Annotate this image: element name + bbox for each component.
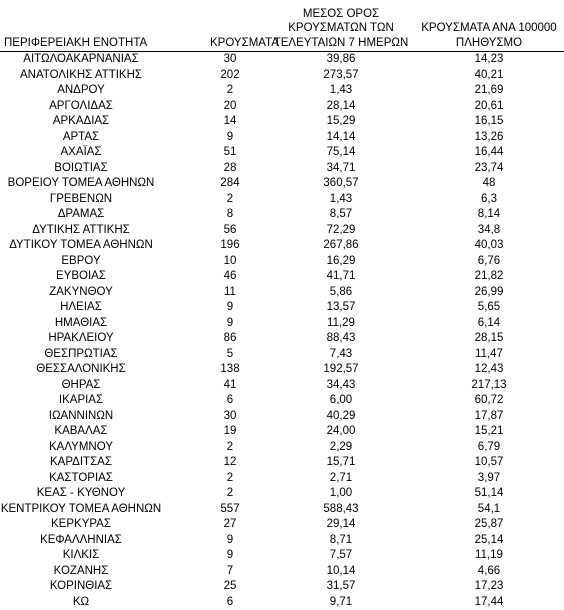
- per-100k-cell: 3,97: [414, 471, 564, 487]
- per-100k-cell: 25,87: [414, 517, 564, 533]
- avg-7d-cell: 2,71: [268, 471, 414, 487]
- table-row: [0, 52, 564, 68]
- table-row: [0, 68, 564, 84]
- per-100k-cell: 23,74: [414, 161, 564, 177]
- table-row: [0, 378, 564, 394]
- avg-7d-cell: 9,71: [268, 595, 414, 610]
- per-100k-cell: 54,1: [414, 502, 564, 518]
- table-row: [0, 238, 564, 254]
- avg-7d-cell: 15,71: [268, 455, 414, 471]
- cases-cell: 30: [162, 52, 268, 68]
- cases-cell: 51: [162, 145, 268, 161]
- region-cell: ΑΝΔΡΟΥ: [0, 83, 162, 99]
- table-row: [0, 176, 564, 192]
- avg-7d-cell: 14,14: [268, 130, 414, 146]
- table-row: [0, 192, 564, 208]
- avg-7d-cell: 1,00: [268, 486, 414, 502]
- region-cell: ΚΑΡΔΙΤΣΑΣ: [0, 455, 162, 471]
- region-cell: ΚΕΦΑΛΛΗΝΙΑΣ: [0, 533, 162, 549]
- cases-cell: 14: [162, 114, 268, 130]
- per-100k-cell: 6,14: [414, 316, 564, 332]
- avg-7d-cell: 29,14: [268, 517, 414, 533]
- header-per-100k: [414, 1, 564, 52]
- cases-cell: 7: [162, 564, 268, 580]
- avg-7d-cell: 192,57: [268, 362, 414, 378]
- cases-cell: 9: [162, 533, 268, 549]
- per-100k-cell: 28,15: [414, 331, 564, 347]
- table-row: [0, 564, 564, 580]
- cases-cell: 2: [162, 192, 268, 208]
- header-avg-7d-line: ΤΕΛΕΥΤΑΙΩΝ 7 ΗΜΕΡΩΝ: [268, 36, 414, 51]
- table-row: [0, 145, 564, 161]
- per-100k-cell: 10,57: [414, 455, 564, 471]
- region-cell: ΚΕΑΣ - ΚΥΘΝΟΥ: [0, 486, 162, 502]
- table-row: [0, 347, 564, 363]
- cases-cell: 11: [162, 285, 268, 301]
- region-cell: ΑΝΑΤΟΛΙΚΗΣ ΑΤΤΙΚΗΣ: [0, 68, 162, 84]
- cases-cell: 2: [162, 471, 268, 487]
- per-100k-cell: 26,99: [414, 285, 564, 301]
- per-100k-cell: 40,21: [414, 68, 564, 84]
- per-100k-cell: 217,13: [414, 378, 564, 394]
- region-cell: ΑΧΑΪΑΣ: [0, 145, 162, 161]
- cases-table: [0, 1, 564, 610]
- avg-7d-cell: 1,43: [268, 83, 414, 99]
- per-100k-cell: 11,47: [414, 347, 564, 363]
- region-cell: ΚΟΡΙΝΘΙΑΣ: [0, 579, 162, 595]
- region-cell: ΑΡΚΑΔΙΑΣ: [0, 114, 162, 130]
- avg-7d-cell: 34,43: [268, 378, 414, 394]
- per-100k-cell: 6,79: [414, 440, 564, 456]
- avg-7d-cell: 360,57: [268, 176, 414, 192]
- per-100k-cell: 13,26: [414, 130, 564, 146]
- avg-7d-cell: 28,14: [268, 99, 414, 115]
- table-row: [0, 269, 564, 285]
- region-cell: ΒΟΙΩΤΙΑΣ: [0, 161, 162, 177]
- avg-7d-cell: 588,43: [268, 502, 414, 518]
- per-100k-cell: 4,66: [414, 564, 564, 580]
- per-100k-cell: 21,69: [414, 83, 564, 99]
- avg-7d-cell: 75,14: [268, 145, 414, 161]
- per-100k-cell: 21,82: [414, 269, 564, 285]
- avg-7d-cell: 5,86: [268, 285, 414, 301]
- table-row: [0, 517, 564, 533]
- header-cases: [162, 1, 268, 52]
- per-100k-cell: 5,65: [414, 300, 564, 316]
- region-cell: ΗΛΕΙΑΣ: [0, 300, 162, 316]
- cases-cell: 28: [162, 161, 268, 177]
- per-100k-cell: 60,72: [414, 393, 564, 409]
- region-cell: ΚΑΣΤΟΡΙΑΣ: [0, 471, 162, 487]
- avg-7d-cell: 2,29: [268, 440, 414, 456]
- table-row: [0, 207, 564, 223]
- avg-7d-cell: 7,57: [268, 548, 414, 564]
- cases-cell: 2: [162, 83, 268, 99]
- cases-cell: 9: [162, 316, 268, 332]
- region-cell: ΑΡΓΟΛΙΔΑΣ: [0, 99, 162, 115]
- region-cell: ΗΡΑΚΛΕΙΟΥ: [0, 331, 162, 347]
- region-cell: ΚΑΛΥΜΝΟΥ: [0, 440, 162, 456]
- cases-cell: 56: [162, 223, 268, 239]
- region-cell: ΚΕΡΚΥΡΑΣ: [0, 517, 162, 533]
- region-cell: ΘΕΣΣΑΛΟΝΙΚΗΣ: [0, 362, 162, 378]
- avg-7d-cell: 72,29: [268, 223, 414, 239]
- per-100k-cell: 6,76: [414, 254, 564, 270]
- header-cases-label: ΚΡΟΥΣΜΑΤΑ: [210, 37, 279, 49]
- table-row: [0, 424, 564, 440]
- cases-cell: 46: [162, 269, 268, 285]
- cases-cell: 27: [162, 517, 268, 533]
- table-row: [0, 393, 564, 409]
- cases-cell: 86: [162, 331, 268, 347]
- cases-cell: 9: [162, 548, 268, 564]
- per-100k-cell: 48: [414, 176, 564, 192]
- cases-cell: 6: [162, 595, 268, 610]
- cases-cell: 2: [162, 486, 268, 502]
- table-row: [0, 300, 564, 316]
- region-cell: ΚΩ: [0, 595, 162, 610]
- per-100k-cell: 51,14: [414, 486, 564, 502]
- header-region-label: ΠΕΡΙΦΕΡΕΙΑΚΗ ΕΝΟΤΗΤΑ: [4, 37, 147, 49]
- avg-7d-cell: 1,43: [268, 192, 414, 208]
- table-row: [0, 83, 564, 99]
- table-row: [0, 130, 564, 146]
- avg-7d-cell: 34,71: [268, 161, 414, 177]
- avg-7d-cell: 31,57: [268, 579, 414, 595]
- cases-cell: 196: [162, 238, 268, 254]
- avg-7d-cell: 15,29: [268, 114, 414, 130]
- table-row: [0, 114, 564, 130]
- region-cell: ΚΕΝΤΡΙΚΟΥ ΤΟΜΕΑ ΑΘΗΝΩΝ: [0, 502, 162, 518]
- avg-7d-cell: 11,29: [268, 316, 414, 332]
- region-cell: ΙΚΑΡΙΑΣ: [0, 393, 162, 409]
- cases-cell: 284: [162, 176, 268, 192]
- per-100k-cell: 34,8: [414, 223, 564, 239]
- table-row: [0, 502, 564, 518]
- region-cell: ΔΥΤΙΚΟΥ ΤΟΜΕΑ ΑΘΗΝΩΝ: [0, 238, 162, 254]
- avg-7d-cell: 10,14: [268, 564, 414, 580]
- header-per-100k-line: ΚΡΟΥΣΜΑΤΑ ΑΝΑ 100000: [414, 21, 564, 36]
- avg-7d-cell: 41,71: [268, 269, 414, 285]
- per-100k-cell: 40,03: [414, 238, 564, 254]
- per-100k-cell: 17,87: [414, 409, 564, 425]
- avg-7d-cell: 40,29: [268, 409, 414, 425]
- cases-cell: 9: [162, 300, 268, 316]
- region-cell: ΚΑΒΑΛΑΣ: [0, 424, 162, 440]
- avg-7d-cell: 24,00: [268, 424, 414, 440]
- header-avg-7d-line: ΜΕΣΟΣ ΟΡΟΣ: [268, 7, 414, 22]
- per-100k-cell: 12,43: [414, 362, 564, 378]
- region-cell: ΖΑΚΥΝΘΟΥ: [0, 285, 162, 301]
- table-row: [0, 409, 564, 425]
- per-100k-cell: 15,21: [414, 424, 564, 440]
- table-row: [0, 285, 564, 301]
- cases-cell: 19: [162, 424, 268, 440]
- header-region: [0, 1, 162, 52]
- table-row: [0, 254, 564, 270]
- avg-7d-cell: 7,43: [268, 347, 414, 363]
- per-100k-cell: 17,23: [414, 579, 564, 595]
- table-row: [0, 471, 564, 487]
- region-cell: ΓΡΕΒΕΝΩΝ: [0, 192, 162, 208]
- avg-7d-cell: 88,43: [268, 331, 414, 347]
- avg-7d-cell: 8,57: [268, 207, 414, 223]
- region-cell: ΔΥΤΙΚΗΣ ΑΤΤΙΚΗΣ: [0, 223, 162, 239]
- header-per-100k-line: ΠΛΗΘΥΣΜΟ: [414, 36, 564, 51]
- table-row: [0, 99, 564, 115]
- per-100k-cell: 6,3: [414, 192, 564, 208]
- table-row: [0, 440, 564, 456]
- cases-cell: 2: [162, 440, 268, 456]
- table-row: [0, 548, 564, 564]
- cases-cell: 8: [162, 207, 268, 223]
- per-100k-cell: 25,14: [414, 533, 564, 549]
- per-100k-cell: 8,14: [414, 207, 564, 223]
- table-row: [0, 316, 564, 332]
- cases-cell: 202: [162, 68, 268, 84]
- region-cell: ΘΕΣΠΡΩΤΙΑΣ: [0, 347, 162, 363]
- cases-cell: 20: [162, 99, 268, 115]
- table-row: [0, 223, 564, 239]
- cases-cell: 138: [162, 362, 268, 378]
- avg-7d-cell: 273,57: [268, 68, 414, 84]
- table-row: [0, 533, 564, 549]
- cases-cell: 25: [162, 579, 268, 595]
- region-cell: ΗΜΑΘΙΑΣ: [0, 316, 162, 332]
- cases-cell: 6: [162, 393, 268, 409]
- avg-7d-cell: 6,00: [268, 393, 414, 409]
- table-row: [0, 455, 564, 471]
- region-cell: ΚΟΖΑΝΗΣ: [0, 564, 162, 580]
- region-cell: ΕΥΒΟΙΑΣ: [0, 269, 162, 285]
- avg-7d-cell: 8,71: [268, 533, 414, 549]
- per-100k-cell: 16,15: [414, 114, 564, 130]
- per-100k-cell: 17,44: [414, 595, 564, 610]
- cases-cell: 9: [162, 130, 268, 146]
- per-100k-cell: 11,19: [414, 548, 564, 564]
- table-row: [0, 331, 564, 347]
- table-row: [0, 362, 564, 378]
- table-row: [0, 579, 564, 595]
- avg-7d-cell: 39,86: [268, 52, 414, 68]
- per-100k-cell: 16,44: [414, 145, 564, 161]
- per-100k-cell: 20,61: [414, 99, 564, 115]
- cases-cell: 557: [162, 502, 268, 518]
- header-avg-7d-line: ΚΡΟΥΣΜΑΤΩΝ ΤΩΝ: [268, 21, 414, 36]
- table-row: [0, 486, 564, 502]
- region-cell: ΘΗΡΑΣ: [0, 378, 162, 394]
- table-row: [0, 161, 564, 177]
- header-avg-7d: [268, 1, 414, 52]
- cases-cell: 10: [162, 254, 268, 270]
- table-row: [0, 595, 564, 610]
- region-cell: ΙΩΑΝΝΙΝΩΝ: [0, 409, 162, 425]
- region-cell: ΚΙΛΚΙΣ: [0, 548, 162, 564]
- cases-cell: 12: [162, 455, 268, 471]
- per-100k-cell: 14,23: [414, 52, 564, 68]
- cases-cell: 5: [162, 347, 268, 363]
- cases-cell: 30: [162, 409, 268, 425]
- avg-7d-cell: 13,57: [268, 300, 414, 316]
- avg-7d-cell: 267,86: [268, 238, 414, 254]
- region-cell: ΒΟΡΕΙΟΥ ΤΟΜΕΑ ΑΘΗΝΩΝ: [0, 176, 162, 192]
- avg-7d-cell: 16,29: [268, 254, 414, 270]
- cases-cell: 41: [162, 378, 268, 394]
- header-row: [0, 1, 564, 52]
- region-cell: ΔΡΑΜΑΣ: [0, 207, 162, 223]
- region-cell: ΑΙΤΩΛΟΑΚΑΡΝΑΝΙΑΣ: [0, 52, 162, 68]
- region-cell: ΑΡΤΑΣ: [0, 130, 162, 146]
- region-cell: ΕΒΡΟΥ: [0, 254, 162, 270]
